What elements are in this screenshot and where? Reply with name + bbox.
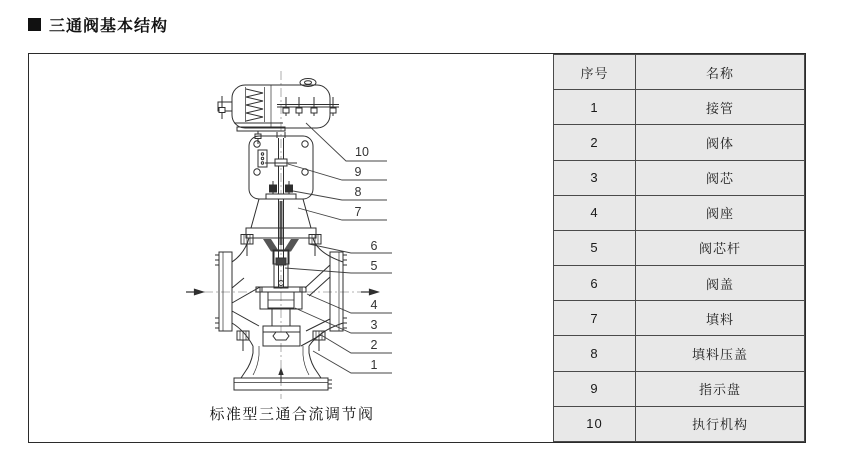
cell-no: 3 (554, 160, 636, 195)
cell-no: 6 (554, 266, 636, 301)
callout-5: 5 (370, 259, 378, 273)
cell-name: 阀芯 (636, 160, 805, 195)
table-row (554, 195, 805, 230)
flow-arrow-left (195, 289, 204, 294)
cell-no: 10 (554, 406, 636, 441)
cell-name: 阀盖 (636, 266, 805, 301)
callout-2: 2 (370, 338, 378, 352)
cell-no: 8 (554, 336, 636, 371)
callout-4: 4 (370, 298, 378, 312)
cell-no: 7 (554, 301, 636, 336)
table-row (554, 336, 805, 371)
table-row (554, 406, 805, 441)
table-row (554, 90, 805, 125)
table-row (554, 266, 805, 301)
cell-no: 2 (554, 125, 636, 160)
table-row (554, 125, 805, 160)
cell-name: 阀芯杆 (636, 230, 805, 265)
callout-3: 3 (370, 318, 378, 332)
parts-table (553, 54, 805, 442)
drawing-caption: 标准型三通合流调节阀 (209, 406, 375, 423)
section-bullet-icon (28, 18, 41, 31)
actuator (218, 79, 339, 145)
table-row (554, 230, 805, 265)
content-box (28, 53, 806, 443)
table-header-row (554, 55, 805, 90)
table-row (554, 160, 805, 195)
cell-name: 执行机构 (636, 406, 805, 441)
bottom-pipe (234, 346, 332, 390)
callout-6: 6 (370, 239, 378, 253)
section-title (28, 13, 168, 36)
cell-no: 9 (554, 371, 636, 406)
cell-no: 1 (554, 90, 636, 125)
cell-no: 4 (554, 195, 636, 230)
callout-10: 10 (355, 145, 369, 159)
flow-arrow-right (370, 289, 379, 294)
callout-7: 7 (354, 205, 362, 219)
cell-name: 接管 (636, 90, 805, 125)
spring (246, 89, 263, 121)
callout-8: 8 (354, 185, 362, 199)
cell-no: 5 (554, 230, 636, 265)
callout-9: 9 (354, 165, 362, 179)
col-header-no: 序号 (554, 55, 636, 90)
flow-arrow-up (278, 368, 283, 376)
col-header-name: 名称 (636, 55, 805, 90)
cell-name: 填料 (636, 301, 805, 336)
valve-diagram (29, 54, 555, 442)
cell-name: 阀座 (636, 195, 805, 230)
cell-name: 阀体 (636, 125, 805, 160)
valve-drawing-panel (29, 54, 555, 442)
table-row (554, 301, 805, 336)
table-row (554, 371, 805, 406)
callout-1: 1 (370, 358, 378, 372)
cell-name: 填料压盖 (636, 336, 805, 371)
section-title-text: 三通阀基本结构 (49, 18, 169, 35)
cell-name: 指示盘 (636, 371, 805, 406)
